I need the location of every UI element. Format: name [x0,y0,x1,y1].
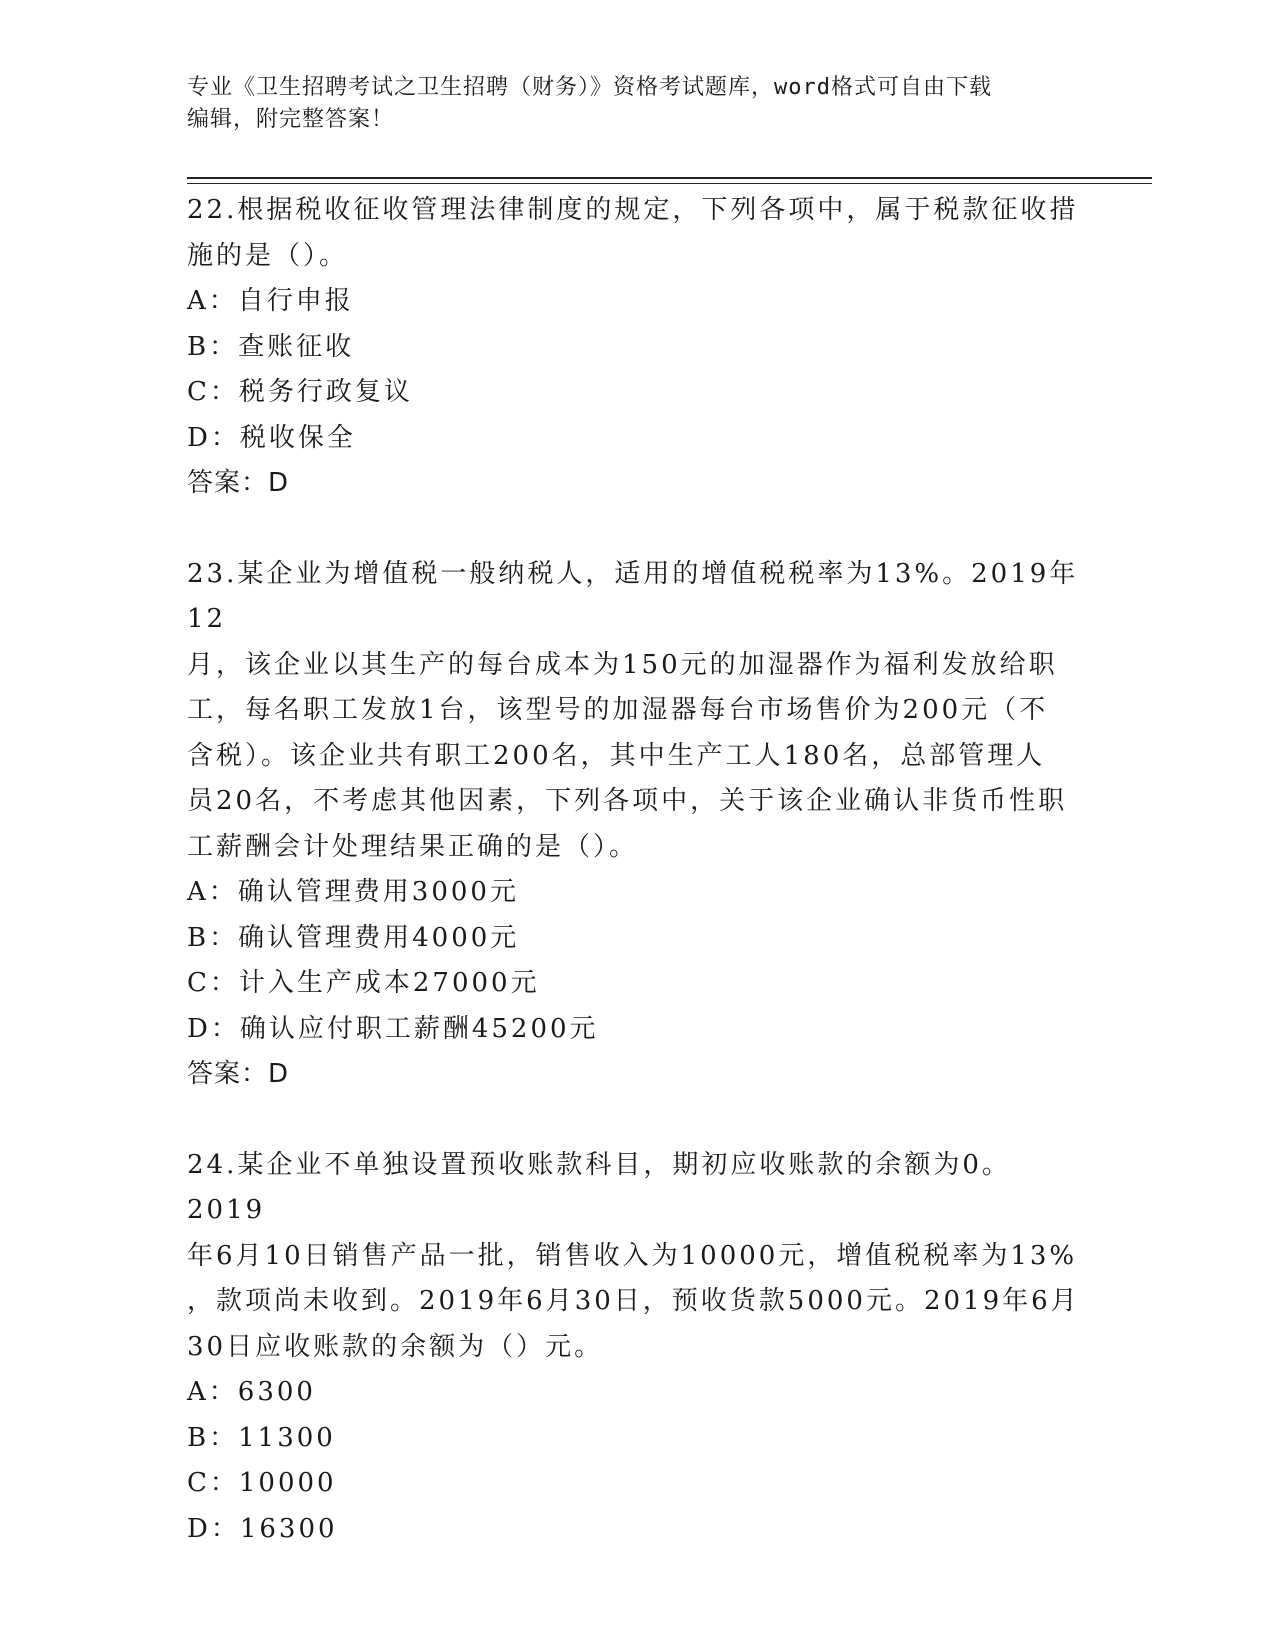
option-d: D：16300 [187,1513,338,1544]
header-divider-thin [187,183,1152,184]
question-stem-line: 月，该企业以其生产的每台成本为150元的加湿器作为福利发放给职 [187,649,1058,680]
answer: 答案：D [187,468,290,498]
question-23 [187,552,1087,1098]
option-d: D：确认应付职工薪酬45200元 [187,1013,599,1044]
question-stem-line: 施的是（）。 [187,240,349,271]
question-stem-line: 年6月10日销售产品一批，销售收入为10000元，增值税税率为13% [187,1240,1078,1271]
question-stem-line: 24.某企业不单独设置预收账款科目，期初应收账款的余额为0。2019 [187,1149,1011,1225]
option-b: B：确认管理费用4000元 [187,922,520,953]
option-d: D：税收保全 [187,422,356,453]
spacer [187,507,1087,552]
document-header [187,72,1087,136]
question-24 [187,1143,1087,1553]
option-c: C：10000 [187,1468,337,1498]
option-a: A：确认管理费用3000元 [187,877,519,907]
answer: 答案：D [187,1059,290,1089]
option-a: A：自行申报 [187,286,354,316]
question-stem-line: 工薪酬会计处理结果正确的是（）。 [187,831,639,862]
question-stem-line: 工，每名职工发放1台，该型号的加湿器每台市场售价为200元（不 [187,695,1049,725]
question-stem-line: 22.根据税收征收管理法律制度的规定，下列各项中，属于税款征收措 [187,195,1079,225]
header-line-2: 编辑，附完整答案！ [187,107,395,132]
option-a: A：6300 [187,1377,316,1407]
question-list [187,188,1087,1552]
question-stem-line: ，款项尚未收到。2019年6月30日，预收货款5000元。2019年6月 [187,1286,1080,1316]
header-line-1: 专业《卫生招聘考试之卫生招聘（财务）》资格考试题库，word格式可自由下载 [187,75,992,100]
header-divider-thick [187,177,1152,179]
question-stem-line: 30日应收账款的余额为（）元。 [187,1331,604,1362]
option-c: C：税务行政复议 [187,377,413,407]
question-stem-line: 员20名，不考虑其他因素，下列各项中，关于该企业确认非货币性职 [187,786,1068,816]
option-b: B：查账征收 [187,331,355,362]
option-b: B：11300 [187,1422,336,1453]
question-stem-line: 含税）。该企业共有职工200名，其中生产工人180名，总部管理人 [187,740,1046,771]
option-c: C：计入生产成本27000元 [187,968,540,998]
question-stem-line: 23.某企业为增值税一般纳税人，适用的增值税税率为13%。2019年12 [187,558,1079,634]
spacer [187,1098,1087,1143]
question-22 [187,188,1087,507]
